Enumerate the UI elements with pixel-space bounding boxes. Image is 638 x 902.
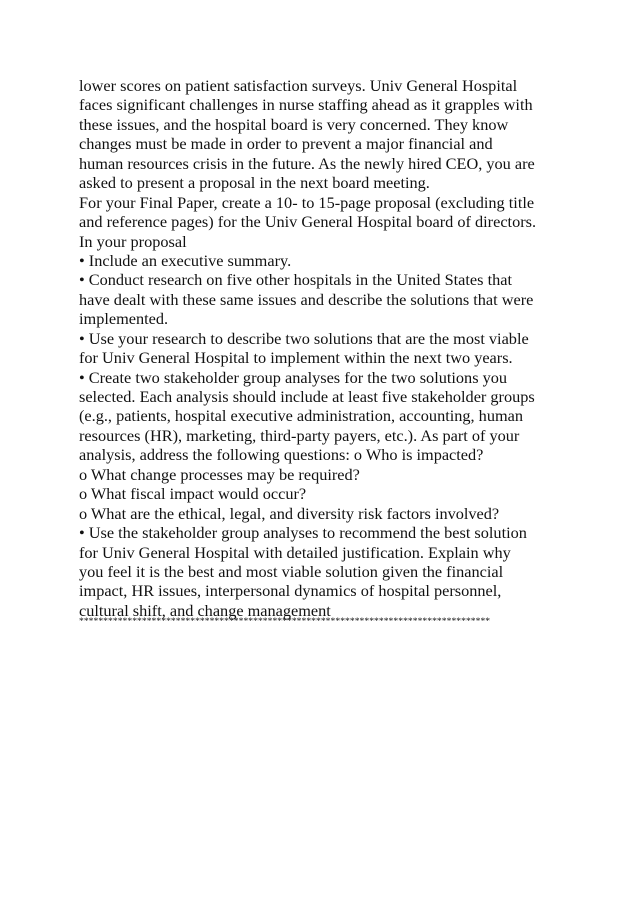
- text-line: for Univ General Hospital with detailed justification. Explain why: [79, 542, 511, 562]
- text-line: impact, HR issues, interpersonal dynamics of hospital personnel,: [79, 581, 502, 601]
- bullet-item: • Use the stakeholder group analyses to recommend the best solution: [79, 523, 527, 543]
- bullet-item: • Include an executive summary.: [79, 250, 292, 270]
- question-item: o What fiscal impact would occur?: [79, 484, 307, 504]
- text-line: changes must be made in order to prevent a major financial and: [79, 134, 493, 154]
- text-line: faces significant challenges in nurse staffing ahead as it grapples with: [79, 95, 533, 115]
- text-line: and reference pages) for the Univ General Hospital board of directors.: [79, 212, 537, 232]
- text-line: cultural shift, and change management: [79, 600, 331, 620]
- text-line: implemented.: [79, 309, 169, 329]
- asterisk-separator: *************************************************************************************: [79, 616, 491, 628]
- text-line: selected. Each analysis should include at least five stakeholder groups: [79, 387, 535, 406]
- text-line: human resources crisis in the future. As the newly hired CEO, you are: [79, 153, 535, 173]
- text-line: for Univ General Hospital to implement within the next two years.: [79, 348, 513, 368]
- text-line: For your Final Paper, create a 10- to 15-page proposal (excluding title: [79, 192, 535, 212]
- text-line: you feel it is the best and most viable solution given the financial: [79, 561, 504, 581]
- text-line: resources (HR), marketing, third-party payers, etc.). As part of your: [79, 425, 520, 445]
- text-line: In your proposal: [79, 231, 187, 251]
- document-body: [79, 76, 569, 628]
- text-line: (e.g., patients, hospital executive administration, accounting, human: [79, 406, 523, 426]
- bullet-item: • Conduct research on five other hospitals in the United States that: [79, 270, 512, 290]
- bullet-item: • Create two stakeholder group analyses for the two solutions you: [79, 367, 508, 387]
- text-line: asked to present a proposal in the next board meeting.: [79, 173, 430, 193]
- question-item: o What are the ethical, legal, and diversity risk factors involved?: [79, 503, 500, 523]
- question-item: o What change processes may be required?: [79, 464, 360, 484]
- text-line: these issues, and the hospital board is very concerned. They know: [79, 114, 509, 134]
- text-line: lower scores on patient satisfaction surveys. Univ General Hospital: [79, 76, 518, 95]
- text-line: have dealt with these same issues and describe the solutions that were: [79, 289, 534, 309]
- bullet-item: • Use your research to describe two solutions that are the most viable: [79, 328, 529, 348]
- text-line: analysis, address the following questions: o Who is impacted?: [79, 445, 484, 465]
